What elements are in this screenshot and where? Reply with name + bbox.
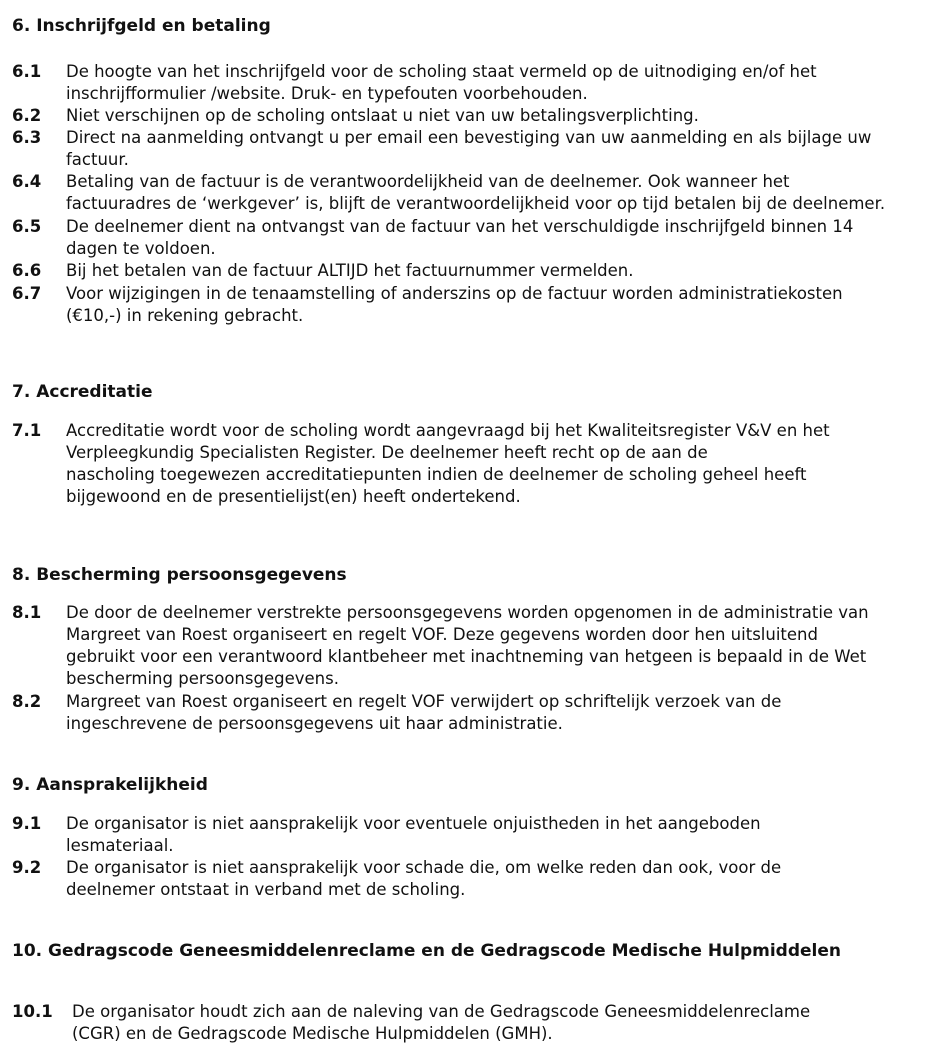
section-title-8: 8. Bescherming persoonsgegevens [12, 565, 347, 585]
clause-text [66, 105, 922, 127]
section-title-7: 7. Accreditatie [12, 382, 153, 402]
clause-number: 10.1 [12, 1002, 53, 1021]
clause-line: Direct na aanmelding ontvangt u per email een bevestiging van uw aanmelding en als bijlage uw [66, 128, 872, 147]
clause-line: De deelnemer dient na ontvangst van de factuur van het verschuldigde inschrijfgeld binnen 14 [66, 217, 854, 236]
clause-number: 6.5 [12, 217, 42, 236]
clause-line: Voor wijzigingen in de tenaamstelling of anderszins op de factuur worden administratiekosten [66, 284, 843, 303]
clause-text [66, 813, 922, 857]
clause-number: 6.3 [12, 128, 42, 147]
clause-text [66, 691, 922, 735]
clause-line: Verpleegkundig Specialisten Register. De deelnemer heeft recht op de aan de [66, 443, 708, 462]
clause-number: 8.1 [12, 603, 42, 622]
clause-number: 6.1 [12, 62, 42, 81]
clause-line: (CGR) en de Gedragscode Medische Hulpmiddelen (GMH). [72, 1024, 553, 1043]
clause-line: ingeschrevene de persoonsgegevens uit haar administratie. [66, 714, 563, 733]
clause-line: Betaling van de factuur is de verantwoordelijkheid van de deelnemer. Ook wanneer het [66, 172, 790, 191]
clause-line: dagen te voldoen. [66, 239, 216, 258]
section-title-9: 9. Aansprakelijkheid [12, 775, 208, 795]
clause-text [72, 1001, 922, 1045]
clause-text [66, 283, 922, 327]
clause-text [66, 61, 922, 105]
clause-text [66, 171, 922, 215]
clause-line: De door de deelnemer verstrekte persoonsgegevens worden opgenomen in de administratie van [66, 603, 869, 622]
clause-line: inschrijfformulier /website. Druk- en typefouten voorbehouden. [66, 84, 588, 103]
clause-line: Niet verschijnen op de scholing ontslaat u niet van uw betalingsverplichting. [66, 106, 699, 125]
clause-line: Bij het betalen van de factuur ALTIJD het factuurnummer vermelden. [66, 261, 634, 280]
clause-number: 6.2 [12, 106, 42, 125]
clause-line: De organisator is niet aansprakelijk voor schade die, om welke reden dan ook, voor de [66, 858, 782, 877]
clause-line: factuuradres de ‘werkgever’ is, blijft de verantwoordelijkheid voor op tijd betalen bij de deelnemer. [66, 194, 886, 213]
clause-line: nascholing toegewezen accreditatiepunten indien de deelnemer de scholing geheel heeft [66, 465, 807, 484]
clause-line: (€10,-) in rekening gebracht. [66, 306, 304, 325]
clause-number: 7.1 [12, 421, 42, 440]
clause-number: 6.4 [12, 172, 42, 191]
clause-text [66, 857, 922, 901]
clause-number: 9.1 [12, 814, 42, 833]
clause-text [66, 127, 922, 171]
clause-text [66, 216, 922, 260]
clause-line: deelnemer ontstaat in verband met de scholing. [66, 880, 466, 899]
clause-line: De organisator houdt zich aan de naleving van de Gedragscode Geneesmiddelenreclame [72, 1002, 811, 1021]
clause-line: lesmateriaal. [66, 836, 174, 855]
clause-line: Margreet van Roest organiseert en regelt VOF verwijdert op schriftelijk verzoek van de [66, 692, 782, 711]
clause-number: 9.2 [12, 858, 42, 877]
clause-number: 6.6 [12, 261, 42, 280]
clause-line: gebruikt voor een verantwoord klantbeheer met inachtneming van hetgeen is bepaald in de Wet [66, 647, 867, 666]
section-title-6: 6. Inschrijfgeld en betaling [12, 16, 271, 36]
clause-line: bijgewoond en de presentielijst(en) heeft ondertekend. [66, 487, 521, 506]
clause-number: 6.7 [12, 284, 42, 303]
clause-line: De organisator is niet aansprakelijk voor eventuele onjuistheden in het aangeboden [66, 814, 761, 833]
clause-line: Accreditatie wordt voor de scholing wordt aangevraagd bij het Kwaliteitsregister V&V en het [66, 421, 830, 440]
clause-text [66, 420, 922, 508]
clause-line: De hoogte van het inschrijfgeld voor de scholing staat vermeld op de uitnodiging en/of het [66, 62, 817, 81]
section-title-10: 10. Gedragscode Geneesmiddelenreclame en de Gedragscode Medische Hulpmiddelen [12, 941, 842, 961]
clause-number: 8.2 [12, 692, 42, 711]
clause-line: Margreet van Roest organiseert en regelt VOF. Deze gegevens worden door hen uitsluitend [66, 625, 818, 644]
clause-line: factuur. [66, 150, 129, 169]
clause-line: bescherming persoonsgegevens. [66, 669, 339, 688]
clause-text [66, 602, 922, 690]
clause-text [66, 260, 922, 282]
